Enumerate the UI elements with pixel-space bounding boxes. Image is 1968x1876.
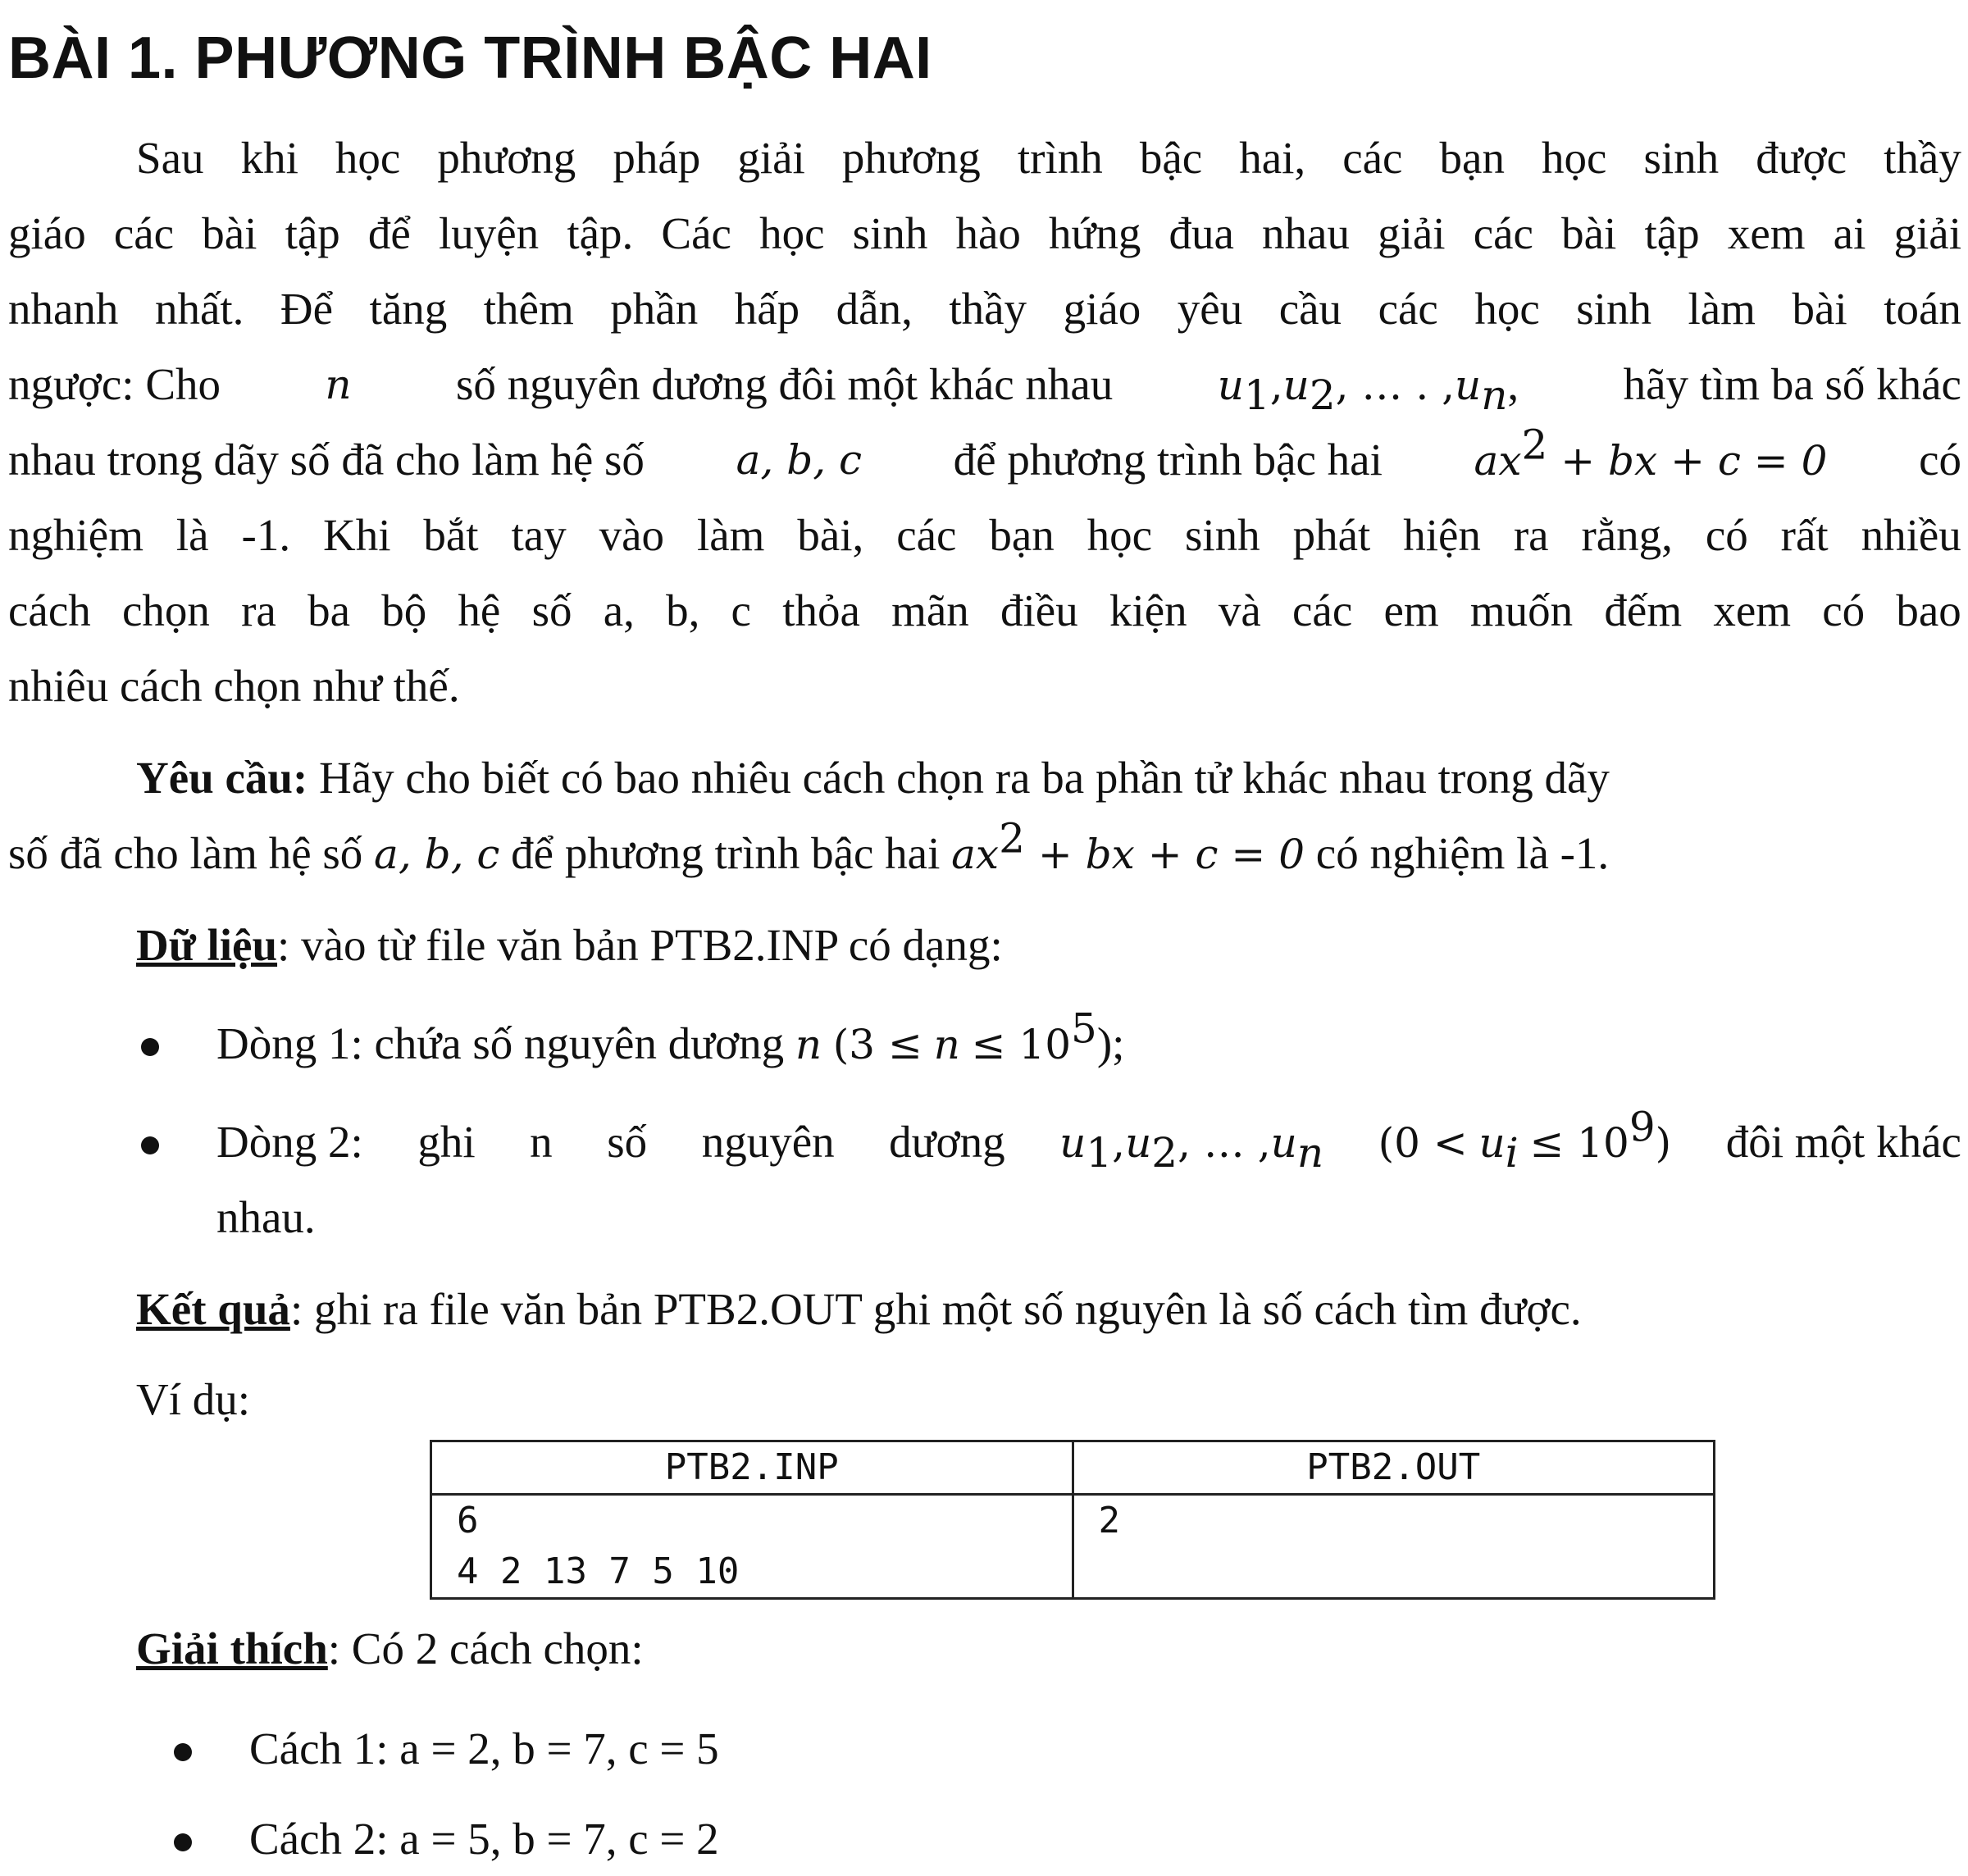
word: nghiệm	[8, 510, 144, 560]
word: tay	[511, 510, 567, 560]
explanation-label: Giải thích	[136, 1623, 328, 1673]
word: tập	[1644, 208, 1700, 258]
word: kiện	[1109, 585, 1187, 635]
word: Các	[661, 208, 731, 258]
word: chọn	[121, 585, 210, 635]
bullet-icon	[141, 1136, 159, 1154]
word: giải	[737, 133, 805, 183]
word: a,	[603, 585, 635, 635]
intro-line-2	[8, 205, 1961, 262]
word: b,	[666, 585, 700, 635]
word: nhau	[1262, 208, 1350, 258]
request-line-1: Yêu cầu: Hãy cho biết có bao nhiêu cách chọn ra ba phần tử khác nhau trong dãy	[136, 753, 1610, 803]
word: n	[530, 1117, 553, 1167]
word: giáo	[8, 208, 86, 258]
word: phần	[610, 284, 699, 334]
word: ghi	[417, 1117, 476, 1167]
word: bắt	[423, 510, 479, 560]
input-line-2-cont: nhau.	[216, 1192, 316, 1242]
word: Để	[280, 284, 334, 334]
example-table	[430, 1440, 1715, 1600]
word: phát	[1292, 510, 1371, 560]
word: được	[1756, 133, 1847, 183]
word: rất	[1780, 510, 1829, 560]
bullet-icon	[141, 1038, 159, 1056]
word: các	[1378, 284, 1438, 334]
word: -1.	[241, 510, 291, 560]
word: có	[1822, 585, 1866, 635]
word: để	[367, 208, 411, 258]
example-label: Ví dụ:	[136, 1374, 251, 1424]
intro-line-3	[8, 280, 1961, 338]
word: hệ	[458, 585, 501, 635]
word: các	[896, 510, 957, 560]
word: nhiều	[1861, 510, 1961, 560]
word: phương	[437, 133, 576, 183]
word: sinh	[852, 208, 928, 258]
word: khi	[240, 133, 298, 183]
word: học	[759, 208, 825, 258]
word: ra	[1513, 510, 1549, 560]
table-header-input: PTB2.INP	[431, 1441, 1073, 1495]
intro-line-8: nhiêu cách chọn như thế.	[8, 661, 460, 711]
word: mãn	[891, 585, 969, 635]
word: bạn	[1439, 133, 1505, 183]
word: có	[1705, 510, 1748, 560]
word: bài	[1792, 284, 1847, 334]
word: phương	[841, 133, 981, 183]
word: muốn	[1469, 585, 1574, 635]
input-line-1: Dòng 1: chứa số nguyên dương n $(3 \le n \le 10^5)$;	[216, 1004, 1125, 1068]
word: số	[531, 585, 572, 635]
request-line-2: số đã cho làm hệ số a, b, c để phương trình bậc hai $ax^2$ + bx + c = 0 có nghiệm là -1.	[8, 814, 1610, 878]
intro-line-6	[8, 507, 1961, 564]
word: thầy	[1884, 133, 1961, 183]
word: các	[1292, 585, 1353, 635]
word: đua	[1168, 208, 1234, 258]
way-2: Cách 2: a = 5, b = 7, c = 2	[249, 1814, 719, 1864]
word: cách	[8, 585, 91, 635]
input-line-2: Dòng 2: ghi n số nguyên dương $u_1,u_2$, … $,u_n$ $(0 < u_i \le 10^9)$ đôi một khác	[216, 1103, 1961, 1177]
input-line: 6	[457, 1500, 479, 1541]
word: số	[607, 1117, 648, 1167]
word: bạn	[989, 510, 1055, 560]
quadratic-equation: $ax^2$ + bx + c = 0	[1474, 421, 1828, 485]
word: dẫn,	[836, 284, 913, 334]
input-label: Dữ liệu	[136, 920, 278, 970]
word: ai	[1833, 208, 1866, 258]
word: học	[1086, 510, 1153, 560]
word: sinh	[1185, 510, 1260, 560]
word: giải	[1378, 208, 1446, 258]
word: hào	[955, 208, 1021, 258]
word: ra	[241, 585, 276, 635]
word: yêu	[1177, 284, 1243, 334]
word: học	[335, 133, 401, 183]
table-cell-output	[1073, 1495, 1715, 1599]
output-description: Kết quả: ghi ra file văn bản PTB2.OUT ghi một số nguyên là số cách tìm được.	[136, 1284, 1582, 1334]
word: sinh	[1643, 133, 1720, 183]
word: vào	[599, 510, 665, 560]
word: toán	[1884, 284, 1961, 334]
word: Sau	[136, 133, 204, 183]
table-cell-input	[431, 1495, 1073, 1599]
intro-line-5: nhau trong dãy số đã cho làm hệ số a, b, c để phương trình bậc hai $ax^2$ + bx + c = 0 có	[8, 431, 1961, 489]
word: ba	[308, 585, 350, 635]
output-line: 2	[1098, 1500, 1120, 1541]
word: bài,	[797, 510, 864, 560]
word: tăng	[369, 284, 448, 334]
word: giáo	[1063, 284, 1141, 334]
word: các	[1342, 133, 1403, 183]
word: hấp	[734, 284, 800, 334]
word: bao	[1896, 585, 1961, 635]
word: bộ	[381, 585, 427, 635]
intro-line-7	[8, 582, 1961, 640]
word: các	[1473, 208, 1533, 258]
word: học	[1474, 284, 1540, 334]
word: thêm	[483, 284, 574, 334]
sequence-u: $u_1,u_2$, … . $,u_n$,	[1217, 359, 1519, 419]
problem-title: BÀI 1. PHƯƠNG TRÌNH BẬC HAI	[8, 25, 932, 91]
word: thầy	[949, 284, 1027, 334]
word: và	[1218, 585, 1261, 635]
way-1: Cách 1: a = 2, b = 7, c = 5	[249, 1723, 719, 1774]
word: giải	[1893, 208, 1961, 258]
bullet-icon	[174, 1833, 192, 1851]
word: bài	[1561, 208, 1617, 258]
intro-line-1	[136, 130, 1961, 187]
word: luyện	[438, 208, 540, 258]
word: hiện	[1403, 510, 1481, 560]
request-label: Yêu cầu:	[136, 753, 308, 803]
word: trình	[1017, 133, 1103, 183]
word: pháp	[613, 133, 701, 183]
word: nhất.	[154, 284, 244, 334]
output-label: Kết quả	[136, 1284, 290, 1334]
word: là	[175, 510, 209, 560]
word: hứng	[1049, 208, 1141, 258]
word: nhanh	[8, 284, 119, 334]
bullet-icon	[174, 1743, 192, 1761]
intro-line-4: ngược: Cho n số nguyên dương đôi một khác nhau $u_1,u_2$, … . $,u_n$, hãy tìm ba số khác	[8, 356, 1961, 414]
word: học	[1542, 133, 1607, 183]
word: tập	[285, 208, 340, 258]
word: c	[731, 585, 751, 635]
word: điều	[1000, 585, 1078, 635]
input-line: 4 2 13 7 5 10	[457, 1550, 740, 1592]
word: hai,	[1239, 133, 1306, 183]
word: cầu	[1278, 284, 1342, 334]
table-header-output: PTB2.OUT	[1073, 1441, 1715, 1495]
word: Khi	[322, 510, 391, 560]
word: làm	[1688, 284, 1756, 334]
word: bậc	[1139, 133, 1203, 183]
word: rằng,	[1581, 510, 1673, 560]
word: xem	[1713, 585, 1792, 635]
explanation: Giải thích: Có 2 cách chọn:	[136, 1623, 644, 1673]
word: dương	[889, 1117, 1005, 1167]
word: xem	[1727, 208, 1806, 258]
word: bài	[202, 208, 257, 258]
word: thỏa	[782, 585, 860, 635]
word: sinh	[1576, 284, 1651, 334]
word: làm	[696, 510, 765, 560]
word: các	[113, 208, 175, 258]
word: em	[1383, 585, 1439, 635]
word: đếm	[1604, 585, 1683, 635]
input-description: Dữ liệu: vào từ file văn bản PTB2.INP có dạng:	[136, 920, 1003, 970]
word: tập.	[567, 208, 634, 258]
word: nguyên	[701, 1117, 835, 1167]
